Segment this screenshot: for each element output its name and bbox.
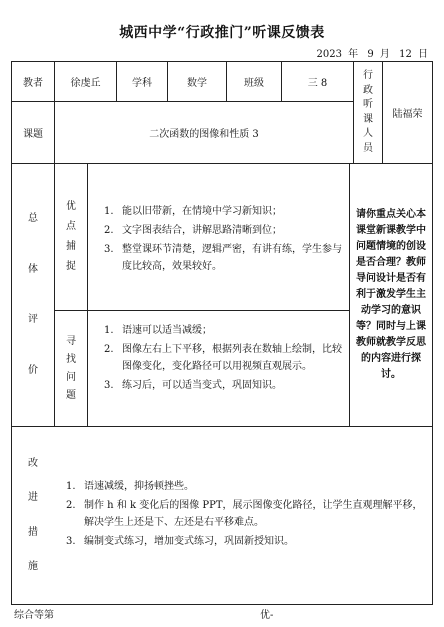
list-item: 2. 制作 h 和 k 变化后的图像 PPT，展示图像变化路径，让学生直观理解平移，解决学生上还是下、左还是右平移难点。 xyxy=(66,500,423,528)
evaluation-label-char: 体 xyxy=(28,263,38,275)
overall-label: 综合等第 xyxy=(14,610,54,621)
list-item: 1. 语速减缓，抑扬顿挫些。 xyxy=(66,481,194,492)
observer-name: 陆福荣 xyxy=(392,109,423,120)
strengths-label xyxy=(55,164,87,310)
date-year-label: 年 xyxy=(348,49,359,60)
problems-list xyxy=(96,322,346,422)
class-value: 三 8 xyxy=(307,78,328,89)
form-title: 城西中学“行政推门”听课反馈表 xyxy=(119,25,325,41)
observer-label-char: 员 xyxy=(363,142,373,154)
evaluation-label-char: 评 xyxy=(28,314,38,325)
subject-value: 数学 xyxy=(187,78,207,89)
problems-label-char: 寻 xyxy=(66,335,76,347)
observer-label-char: 听 xyxy=(363,99,373,110)
date-day: 12 xyxy=(399,49,412,60)
evaluation-label-char: 总 xyxy=(28,213,38,224)
strengths-label-char: 捕 xyxy=(66,241,76,252)
list-item: 3. 整堂课环节清楚，逻辑严密，有讲有练，学生参与度比较高，效果较好。 xyxy=(104,244,342,272)
improvement-list xyxy=(58,478,428,568)
problems-label xyxy=(55,311,87,426)
date-day-label: 日 xyxy=(418,49,428,60)
overall-value: 优- xyxy=(260,610,274,621)
evaluation-label-char: 价 xyxy=(28,364,38,376)
evaluation-note xyxy=(352,166,430,424)
observer-label-char: 人 xyxy=(363,128,373,139)
date-month: 9 xyxy=(367,49,374,60)
topic-value: 二次函数的图像和性质 3 xyxy=(149,129,259,140)
subject-label: 学科 xyxy=(132,78,152,89)
date-year: 2023 xyxy=(316,49,342,60)
list-item: 3. 练习后，可以适当变式，巩固知识。 xyxy=(104,380,282,391)
improvement-label-char: 施 xyxy=(28,561,38,572)
strengths-list xyxy=(96,203,346,303)
date-month-label: 月 xyxy=(379,49,390,60)
strength-text: 文字图表结合，讲解思路清晰到位； xyxy=(122,225,282,236)
improvement-label-char: 措 xyxy=(28,526,38,538)
strengths-label-char: 捉 xyxy=(66,261,76,272)
strength-text: 能以旧带新，在情境中学习新知识； xyxy=(122,206,282,217)
list-item: 1. 语速可以适当减缓； xyxy=(104,325,212,336)
improvement-text: 制作 h 和 k 变化后的图像 PPT，展示图像变化路径，让学生直观理解平移，解决学生上还是下、左还是右平移难点。 xyxy=(84,500,423,528)
problem-text: 语速可以适当减缓； xyxy=(122,325,212,336)
teacher-name: 徐虔丘 xyxy=(70,78,101,89)
strengths-label-char: 优 xyxy=(66,201,76,212)
observer-label xyxy=(354,62,382,163)
problems-label-char: 问 xyxy=(66,371,76,383)
improvement-label-char: 改 xyxy=(28,457,38,469)
problem-text: 图像左右上下平移，根据列表在数轴上绘制，比较图像变化，变化路径可以用视频直观展示。 xyxy=(122,344,342,372)
form-date xyxy=(317,45,429,60)
improvement-label xyxy=(12,427,54,604)
observer-label-char: 政 xyxy=(363,84,373,96)
observer-label-char: 行 xyxy=(363,70,373,81)
problems-label-char: 找 xyxy=(66,353,76,365)
topic-label: 课题 xyxy=(23,129,43,140)
list-item: 2. 文字图表结合，讲解思路清晰到位； xyxy=(104,225,282,236)
strength-text: 整堂课环节清楚，逻辑严密，有讲有练，学生参与度比较高，效果较好。 xyxy=(122,244,342,272)
problems-label-char: 题 xyxy=(66,389,76,401)
improvement-text: 编制变式练习，增加变式练习，巩固新授知识。 xyxy=(84,536,294,547)
improvement-label-char: 进 xyxy=(28,492,38,503)
list-item: 2. 图像左右上下平移，根据列表在数轴上绘制，比较图像变化，变化路径可以用视频直观展示。 xyxy=(104,344,342,372)
evaluation-note-text: 请你重点关心本课堂新课教学中问题情境的创设是否合理？教师导问设计是否有利于激发学生主动学习的意识等？同时与上课教师就教学反思的内容进行探讨。 xyxy=(356,209,426,380)
problem-text: 练习后，可以适当变式，巩固知识。 xyxy=(122,380,282,391)
list-item: 3. 编制变式练习，增加变式练习，巩固新授知识。 xyxy=(66,536,294,547)
improvement-text: 语速减缓，抑扬顿挫些。 xyxy=(84,481,194,492)
observer-label-char: 课 xyxy=(363,113,373,125)
teacher-label: 教者 xyxy=(23,78,43,89)
list-item: 1. 能以旧带新，在情境中学习新知识； xyxy=(104,206,282,217)
strengths-label-char: 点 xyxy=(66,221,76,232)
class-label: 班级 xyxy=(244,78,264,89)
evaluation-label xyxy=(12,164,54,426)
